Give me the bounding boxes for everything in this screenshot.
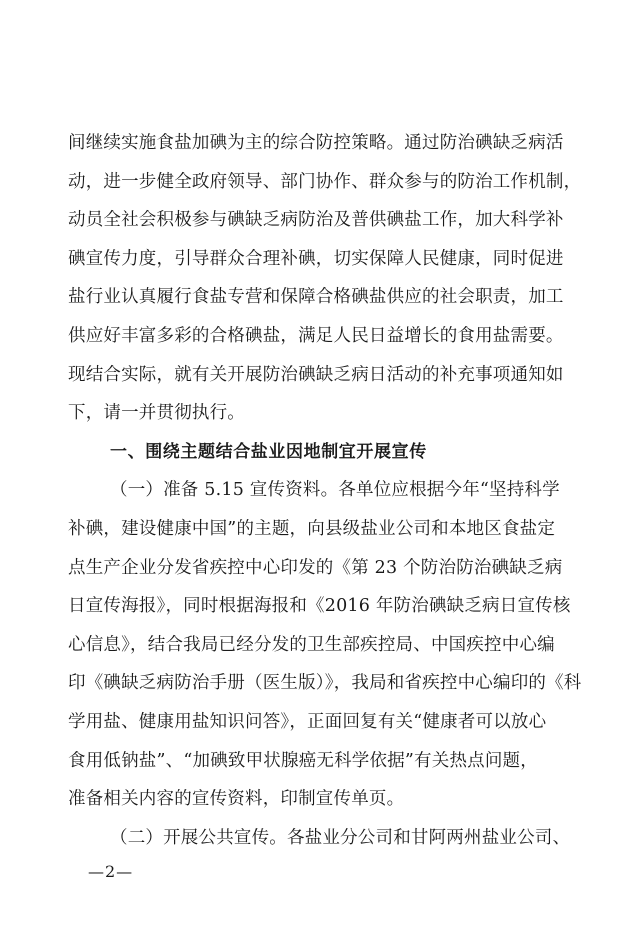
paragraph-line: 动，进一步健全政府领导、部门协作、群众参与的防治工作机制， <box>68 171 582 192</box>
paragraph-line: 碘宣传力度，引导群众合理补碘，切实保障人民健康，同时促进 <box>68 248 564 269</box>
item-one-line: 学用盐、健康用盐知识问答》，正面回复有关“健康者可以放心 <box>68 712 547 732</box>
paragraph-line: 盐行业认真履行食盐专营和保障合格碘盐供应的社会职责，加工 <box>68 287 564 308</box>
item-one-line: 印《碘缺乏病防治手册（医生版）》，我局和省疾控中心编印的《科 <box>68 673 582 694</box>
paragraph-line: 间继续实施食盐加碘为主的综合防控策略。通过防治碘缺乏病活 <box>68 133 564 153</box>
paragraph-line: 供应好丰富多彩的合格碘盐，满足人民日益增长的食用盐需要。 <box>68 326 564 346</box>
item-one-line: 补碘，建设健康中国”的主题，向县级盐业公司和本地区食盐定 <box>68 519 556 539</box>
item-one-line: 心信息》，结合我局已经分发的卫生部疾控局、中国疾控中心编 <box>68 634 555 655</box>
paragraph-line: 动员全社会积极参与碘缺乏病防治及普供碘盐工作，加大科学补 <box>68 210 564 231</box>
item-one-line: 准备相关内容的宣传资料，印制宣传单页。 <box>68 789 405 810</box>
section-heading: 一、围绕主题结合盐业因地制宜开展宣传 <box>110 441 427 462</box>
item-one-line: 日宣传海报》，同时根据海报和《2016 年防治碘缺乏病日宣传核 <box>68 596 571 617</box>
item-one-line: （一）准备 5.15 宣传资料。各单位应根据今年“坚持科学 <box>110 480 560 501</box>
item-two-line: （二）开展公共宣传。各盐业分公司和甘阿两州盐业公司、 <box>110 827 571 848</box>
paragraph-line: 下，请一并贯彻执行。 <box>68 403 245 424</box>
item-one-line: 点生产企业分发省疾控中心印发的《第 23 个防治防治碘缺乏病 <box>68 557 563 578</box>
item-one-line: 食用低钠盐”、“加碘致甲状腺癌无科学依据”有关热点问题， <box>68 750 538 771</box>
page-number: —2— <box>88 862 134 881</box>
paragraph-line: 现结合实际，就有关开展防治碘缺乏病日活动的补充事项通知如 <box>68 364 564 385</box>
